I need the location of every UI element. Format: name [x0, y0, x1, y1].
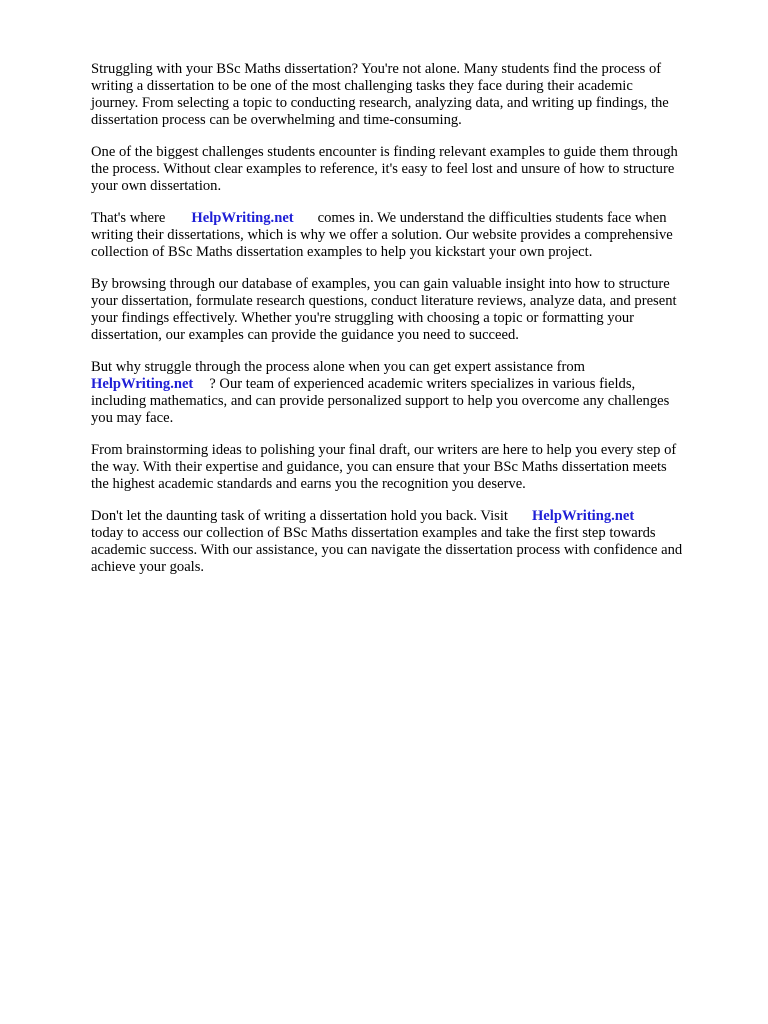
- text-line: including mathematics, and can provide personalized support to help you overcome any challenges: [91, 393, 670, 409]
- document-body: [91, 61, 731, 591]
- helpwriting-link[interactable]: HelpWriting.net: [531, 508, 635, 524]
- text-line: collection of BSc Maths dissertation examples to help you kickstart your own project.: [91, 244, 593, 260]
- paragraph-solution: [91, 210, 731, 261]
- text-line: That's where: [91, 210, 166, 226]
- text-line: the way. With their expertise and guidance, you can ensure that your BSc Maths dissertation meets: [91, 459, 667, 475]
- text-line: your own dissertation.: [91, 178, 222, 194]
- text-line: your dissertation, formulate research questions, conduct literature reviews, analyze data, and present: [91, 293, 677, 309]
- text-line: Struggling with your BSc Maths dissertation? You're not alone. Many students find the process of: [91, 61, 662, 77]
- text-line: comes in. We understand the difficulties students face when: [317, 210, 667, 226]
- text-line: But why struggle through the process alone when you can get expert assistance from: [91, 359, 586, 375]
- text-line: the process. Without clear examples to reference, it's easy to feel lost and unsure of how to structure: [91, 161, 675, 177]
- text-line: dissertation process can be overwhelming and time-consuming.: [91, 112, 462, 128]
- text-line: today to access our collection of BSc Maths dissertation examples and take the first step towards: [91, 525, 656, 541]
- text-line: From brainstorming ideas to polishing your final draft, our writers are here to help you every step of: [91, 442, 677, 458]
- helpwriting-link[interactable]: HelpWriting.net: [191, 210, 294, 226]
- text-line: journey. From selecting a topic to conducting research, analyzing data, and writing up findings, the: [91, 95, 669, 111]
- paragraph-call-to-action: [91, 508, 731, 576]
- text-line: writing their dissertations, which is why we offer a solution. Our website provides a comprehensive: [91, 227, 673, 243]
- helpwriting-link[interactable]: HelpWriting.net: [91, 376, 194, 392]
- text-line: academic success. With our assistance, you can navigate the dissertation process with confidence and: [91, 542, 683, 558]
- text-line: you may face.: [91, 410, 174, 426]
- paragraph-challenges: [91, 144, 731, 195]
- paragraph-intro: [91, 61, 731, 129]
- paragraph-expert: [91, 359, 731, 427]
- text-line: By browsing through our database of examples, you can gain valuable insight into how to structure: [91, 276, 670, 292]
- text-line: Don't let the daunting task of writing a dissertation hold you back. Visit: [91, 508, 508, 524]
- text-line: One of the biggest challenges students encounter is finding relevant examples to guide them through: [91, 144, 678, 160]
- paragraph-writers: [91, 442, 731, 493]
- text-line: achieve your goals.: [91, 559, 205, 575]
- text-line: your findings effectively. Whether you're struggling with choosing a topic or formatting your: [91, 310, 635, 326]
- text-line: dissertation, our examples can provide the guidance you need to succeed.: [91, 327, 519, 343]
- text-line: the highest academic standards and earns you the recognition you deserve.: [91, 476, 526, 492]
- paragraph-browsing: [91, 276, 731, 344]
- text-line: writing a dissertation to be one of the most challenging tasks they face during their academic: [91, 78, 633, 94]
- text-line: ? Our team of experienced academic writers specializes in various fields,: [209, 376, 636, 392]
